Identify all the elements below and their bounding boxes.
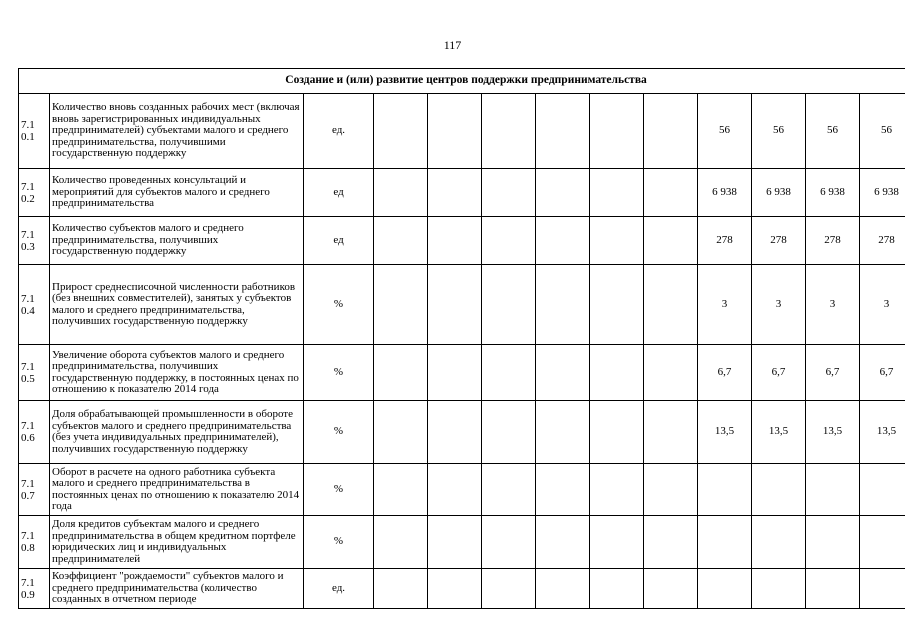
empty-cell [644,345,698,401]
indicator-description: Оборот в расчете на одного работника субъекта малого и среднего предпринимательства в постоянных ценах по отношению к показателю 2014 года [50,464,304,516]
empty-cell [428,401,482,464]
indicator-value: 278 [752,217,806,265]
empty-cell [860,516,905,569]
empty-cell [698,464,752,516]
indicator-value: 3 [698,265,752,345]
empty-cell [860,569,905,609]
indicator-value: 13,5 [752,401,806,464]
table-row [19,94,905,169]
empty-cell [482,265,536,345]
empty-cell [428,464,482,516]
row-number-bottom: 0.2 [21,192,35,205]
indicator-value: 6 938 [698,169,752,217]
row-number-top: 7.1 [21,119,35,131]
empty-cell [590,265,644,345]
empty-cell [482,464,536,516]
empty-cell [806,516,860,569]
indicator-value: 3 [752,265,806,345]
empty-cell [806,569,860,609]
row-number [19,464,50,516]
row-number-bottom: 0.7 [21,489,35,502]
indicator-value: 6,7 [698,345,752,401]
empty-cell [536,94,590,169]
empty-cell [536,569,590,609]
indicator-value: 6,7 [806,345,860,401]
indicator-value: 56 [752,94,806,169]
empty-cell [590,169,644,217]
table-row [19,464,905,516]
empty-cell [590,401,644,464]
row-number-bottom: 0.5 [21,372,35,385]
empty-cell [644,516,698,569]
empty-cell [428,265,482,345]
indicator-value: 278 [806,217,860,265]
empty-cell [536,464,590,516]
indicator-description: Прирост среднесписочной численности работников (без внешних совместителей), занятых у субъектов малого и среднего предпринимательства, получивших государственную поддержку [50,265,304,345]
indicator-value: 6,7 [752,345,806,401]
row-number [19,169,50,217]
empty-cell [428,94,482,169]
row-number-top: 7.1 [21,420,35,432]
empty-cell [752,464,806,516]
row-number [19,345,50,401]
indicator-value: 278 [698,217,752,265]
row-number-top: 7.1 [21,576,35,589]
empty-cell [590,464,644,516]
empty-cell [806,464,860,516]
indicator-value: 6 938 [806,169,860,217]
empty-cell [590,94,644,169]
indicator-description: Доля кредитов субъектам малого и среднего предпринимательства в общем кредитном портфеле юридических лиц и индивидуальных предпринимателей [50,516,304,569]
empty-cell [374,265,428,345]
indicator-description: Количество субъектов малого и среднего предпринимательства, получивших государственную поддержку [50,217,304,265]
row-number-bottom: 0.1 [21,131,35,143]
row-number [19,516,50,569]
row-number-top: 7.1 [21,530,35,542]
table-row [19,516,905,569]
table-row [19,265,905,345]
empty-cell [482,569,536,609]
empty-cell [536,169,590,217]
table-body [19,69,905,609]
empty-cell [860,464,905,516]
indicator-unit: % [304,516,374,569]
indicator-value: 13,5 [860,401,905,464]
indicator-value: 56 [698,94,752,169]
empty-cell [644,265,698,345]
row-number-bottom: 0.6 [21,432,35,444]
empty-cell [428,217,482,265]
empty-cell [482,217,536,265]
empty-cell [374,169,428,217]
row-number-bottom: 0.9 [21,588,35,601]
table-row [19,345,905,401]
empty-cell [374,217,428,265]
empty-cell [590,217,644,265]
row-number [19,217,50,265]
empty-cell [374,516,428,569]
row-number-bottom: 0.4 [21,304,35,317]
row-number-bottom: 0.8 [21,542,35,554]
empty-cell [374,569,428,609]
indicator-description: Количество проведенных консультаций и мероприятий для субъектов малого и среднего предпринимательства [50,169,304,217]
indicator-value: 6 938 [752,169,806,217]
indicator-value: 13,5 [698,401,752,464]
table-row [19,401,905,464]
indicator-unit: % [304,265,374,345]
empty-cell [374,464,428,516]
row-number [19,265,50,345]
row-number-top: 7.1 [21,477,35,490]
row-number-bottom: 0.3 [21,240,35,253]
empty-cell [590,569,644,609]
empty-cell [482,94,536,169]
indicator-value: 56 [806,94,860,169]
empty-cell [428,516,482,569]
indicator-description: Увеличение оборота субъектов малого и среднего предпринимательства, получивших государственную поддержку, в постоянных ценах по отношению к показателю 2014 года [50,345,304,401]
empty-cell [374,401,428,464]
table-row [19,569,905,609]
empty-cell [644,401,698,464]
empty-cell [482,401,536,464]
empty-cell [644,569,698,609]
indicator-unit: ед [304,169,374,217]
empty-cell [752,516,806,569]
empty-cell [590,516,644,569]
empty-cell [590,345,644,401]
empty-cell [536,401,590,464]
empty-cell [536,265,590,345]
empty-cell [644,464,698,516]
table-row [19,217,905,265]
row-number-top: 7.1 [21,292,35,305]
empty-cell [374,345,428,401]
row-number-top: 7.1 [21,360,35,373]
empty-cell [482,516,536,569]
empty-cell [536,516,590,569]
row-number [19,569,50,609]
empty-cell [536,217,590,265]
indicator-description: Доля обрабатывающей промышленности в обороте субъектов малого и среднего предпринимательства (без учета индивидуальных предпринимателей), получивших государственную поддержку [50,401,304,464]
empty-cell [428,569,482,609]
empty-cell [644,94,698,169]
table-row [19,169,905,217]
empty-cell [752,569,806,609]
section-title: Создание и (или) развитие центров поддержки предпринимательства [19,69,905,94]
indicator-value: 3 [806,265,860,345]
empty-cell [536,345,590,401]
section-header-row [19,69,905,94]
indicator-value: 3 [860,265,905,345]
empty-cell [428,345,482,401]
indicator-value: 278 [860,217,905,265]
empty-cell [482,169,536,217]
indicator-unit: % [304,401,374,464]
empty-cell [698,516,752,569]
indicator-unit: ед [304,217,374,265]
page-number: 117 [443,38,462,52]
indicator-value: 6 938 [860,169,905,217]
indicator-value: 6,7 [860,345,905,401]
empty-cell [698,569,752,609]
empty-cell [428,169,482,217]
empty-cell [482,345,536,401]
indicator-value: 56 [860,94,905,169]
indicator-unit: % [304,345,374,401]
indicator-description: Коэффициент "рождаемости" субъектов малого и среднего предпринимательства (количество созданных в отчетном периоде [50,569,304,609]
indicators-table [18,68,905,609]
indicator-unit: ед. [304,94,374,169]
row-number [19,94,50,169]
indicator-description: Количество вновь созданных рабочих мест (включая вновь зарегистрированных индивидуальных предпринимателей) субъектами малого и среднего предпринимательства, получившими государственную поддержку [50,94,304,169]
row-number-top: 7.1 [21,180,35,193]
empty-cell [644,217,698,265]
empty-cell [374,94,428,169]
row-number [19,401,50,464]
empty-cell [644,169,698,217]
indicator-value: 13,5 [806,401,860,464]
indicator-unit: % [304,464,374,516]
indicator-unit: ед. [304,569,374,609]
row-number-top: 7.1 [21,228,35,241]
